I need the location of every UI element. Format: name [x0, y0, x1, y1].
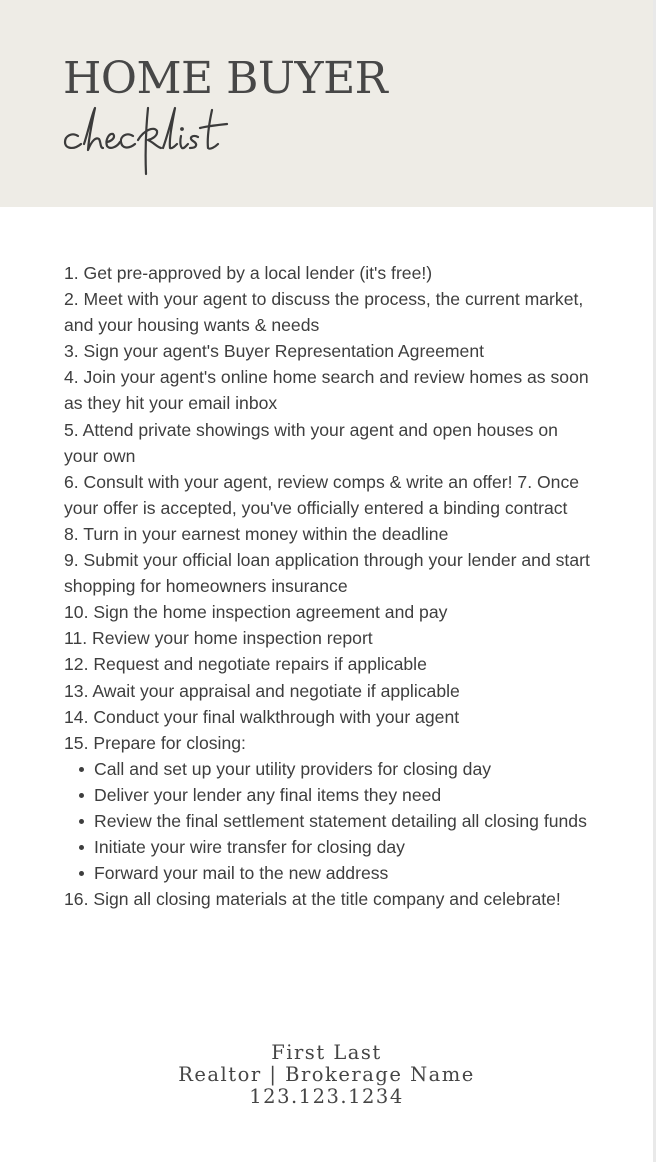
checklist-step-11: 11. Review your home inspection report — [64, 628, 373, 649]
page-title: HOME BUYER — [63, 53, 388, 104]
closing-tasks-list — [64, 756, 594, 886]
checklist-step-14: 14. Conduct your final walkthrough with your agent — [64, 706, 460, 727]
closing-task-item: Review the final settlement statement detailing all closing funds — [94, 808, 594, 834]
checklist — [64, 260, 594, 912]
checklist-step-10: 10. Sign the home inspection agreement and pay — [64, 602, 448, 623]
subtitle-script — [62, 104, 242, 178]
checklist-step-13: 13. Await your appraisal and negotiate if applicable — [64, 680, 460, 701]
agent-contact-footer — [0, 1042, 653, 1108]
agent-name: First Last — [271, 1041, 382, 1064]
checklist-step-4: 4. Join your agent's online home search and review homes as soon as they hit your email inbox — [64, 367, 589, 414]
checklist-step-6: 6. Consult with your agent, review comps & write an offer! 7. Once your offer is accepted, you've officially entered a binding contract — [64, 471, 580, 518]
checklist-step-8: 8. Turn in your earnest money within the deadline — [64, 523, 449, 544]
closing-task-item: Call and set up your utility providers for closing day — [94, 756, 594, 782]
closing-task-item: Forward your mail to the new address — [94, 860, 594, 886]
checklist-step-3: 3. Sign your agent's Buyer Representation Agreement — [64, 341, 484, 362]
agent-phone: 123.123.1234 — [249, 1085, 404, 1108]
header-banner — [0, 0, 653, 207]
closing-task-item: Initiate your wire transfer for closing day — [94, 834, 594, 860]
checklist-step-15: 15. Prepare for closing: — [64, 732, 246, 753]
closing-task-item: Deliver your lender any final items they need — [94, 782, 594, 808]
checklist-step-16: 16. Sign all closing materials at the title company and celebrate! — [64, 889, 561, 910]
checklist-step-12: 12. Request and negotiate repairs if applicable — [64, 654, 427, 675]
checklist-step-5: 5. Attend private showings with your agent and open houses on your own — [64, 419, 558, 466]
agent-role: Realtor | Brokerage Name — [178, 1063, 475, 1086]
checklist-step-2: 2. Meet with your agent to discuss the process, the current market, and your housing wants & needs — [64, 289, 584, 336]
checklist-step-9: 9. Submit your official loan application through your lender and start shopping for homeowners insurance — [64, 550, 590, 597]
checklist-step-1: 1. Get pre-approved by a local lender (it's free!) — [64, 263, 433, 283]
